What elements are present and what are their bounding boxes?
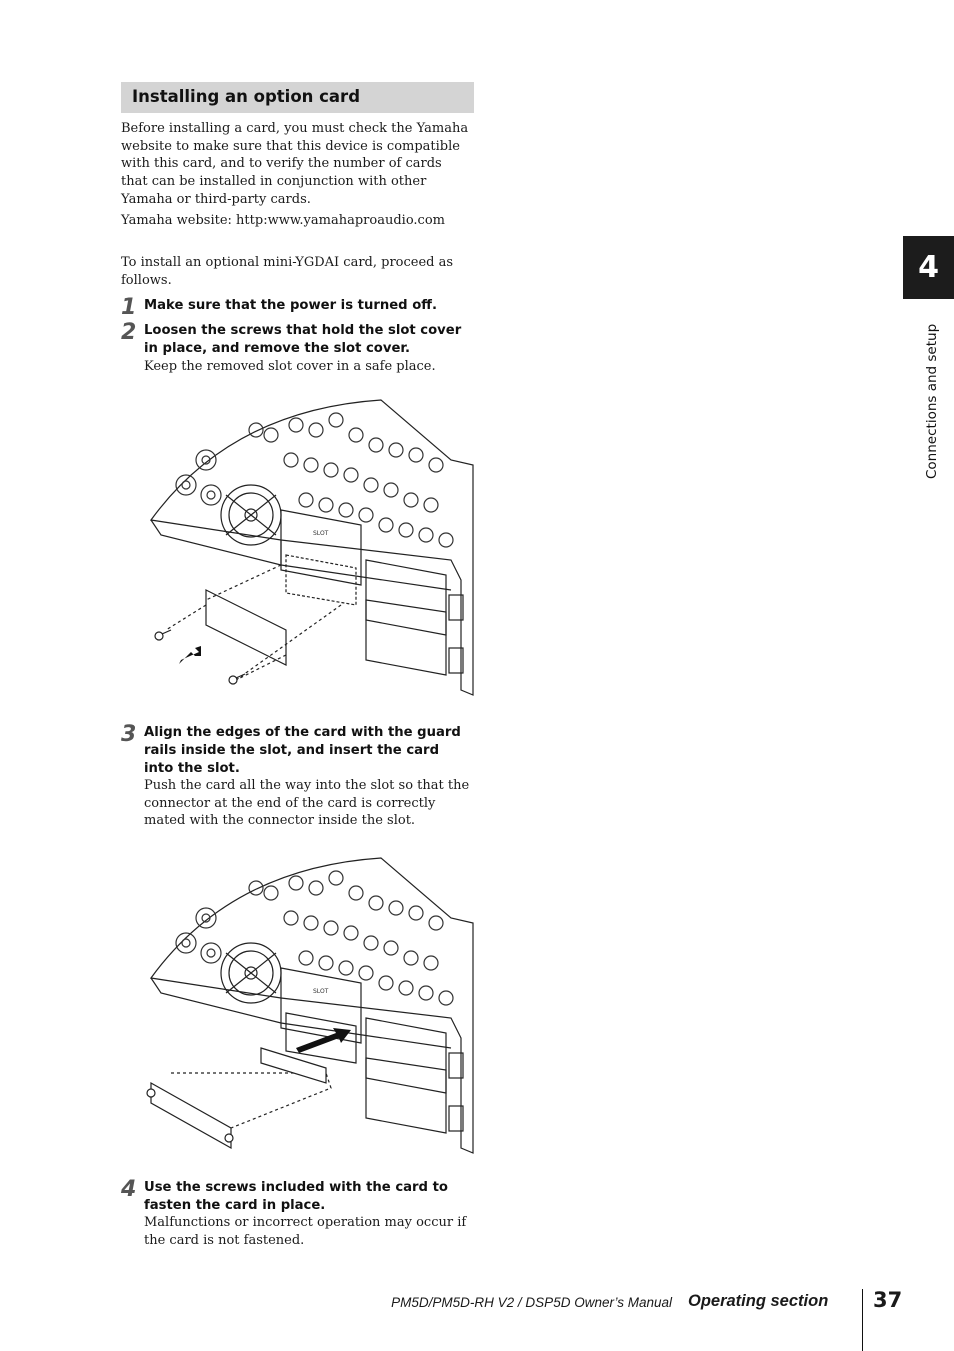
- remove-slot-cover-illustration: [121, 390, 476, 700]
- step-1-title: Make sure that the power is turned off.: [144, 298, 437, 313]
- intro-paragraph: Before installing a card, you must check the Yamaha website to make sure that this device is compatible with this card, and to verify the number of cards that can be installed in conjunction with other Yamaha or third-party cards.: [121, 121, 469, 207]
- intro-lead: To install an optional mini-YGDAI card, proceed as follows.: [121, 255, 454, 288]
- section-title: Installing an option card: [132, 87, 361, 106]
- footer-divider: [862, 1289, 863, 1351]
- slot-label-2: SLOT: [313, 988, 329, 995]
- page-number: 37: [873, 1288, 903, 1312]
- chapter-label: Connections and setup: [924, 323, 940, 479]
- step-3-body: Push the card all the way into the slot so that the connector at the end of the card is correctly mated with the connector inside the slot.: [144, 778, 470, 829]
- step-4-body: Malfunctions or incorrect operation may occur if the card is not fastened.: [144, 1215, 467, 1248]
- step-1-number: 1: [121, 295, 137, 320]
- step-2-body: Keep the removed slot cover in a safe place.: [144, 359, 436, 374]
- chapter-tab: 4: [903, 236, 954, 299]
- step-3-number: 3: [121, 722, 137, 747]
- step-4-number: 4: [121, 1177, 137, 1202]
- footer-section-name: Operating section: [688, 1292, 829, 1310]
- section-header: [121, 82, 474, 113]
- step-4-title: Use the screws included with the card to fasten the card in place.: [144, 1180, 448, 1213]
- insert-card-illustration: [121, 848, 476, 1158]
- slot-label-1: SLOT: [313, 530, 329, 537]
- step-3-title: Align the edges of the card with the guard rails inside the slot, and insert the card into the slot.: [144, 725, 461, 776]
- step-2-number: 2: [121, 320, 137, 345]
- footer-manual-title: PM5D/PM5D-RH V2 / DSP5D Owner’s Manual: [391, 1295, 672, 1310]
- step-2-title: Loosen the screws that hold the slot cover in place, and remove the slot cover.: [144, 323, 462, 356]
- website-line: Yamaha website: http:www.yamahaproaudio.com: [121, 213, 445, 228]
